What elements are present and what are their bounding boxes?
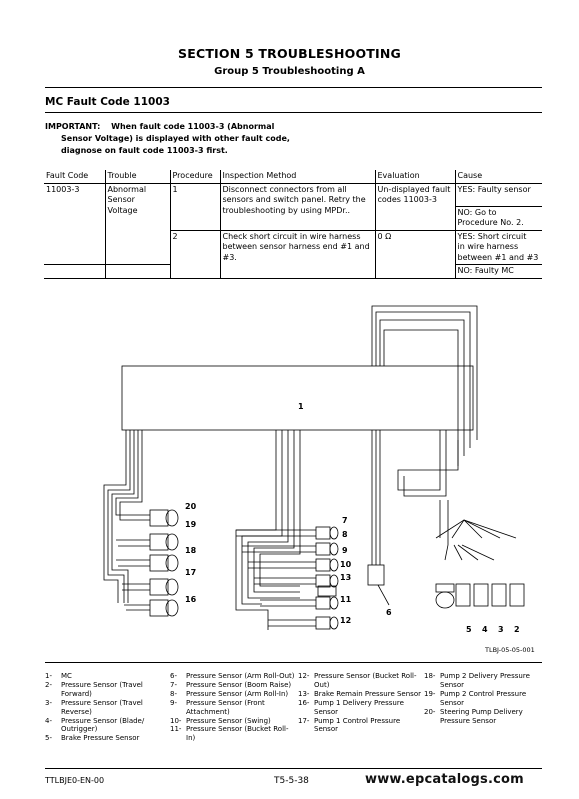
legend-text: Pressure Sensor (Swing) (186, 716, 271, 725)
legend-text: Sensor (440, 698, 464, 707)
section-title: SECTION 5 TROUBLESHOOTING (178, 46, 401, 61)
header-inspection-method: Inspection Method (220, 170, 375, 183)
legend-item (298, 717, 422, 735)
footer-rule (45, 768, 542, 769)
legend-text: Sensor (440, 680, 464, 689)
important-line-3: diagnose on fault code 11003-3 first. (61, 146, 228, 155)
top-harness (372, 306, 477, 466)
legend-item (424, 672, 542, 690)
callout-20: 20 (185, 502, 197, 511)
group-title: Group 5 Troubleshooting A (214, 66, 365, 77)
legend-num: 9- (170, 698, 177, 707)
method-line: Disconnect connectors from all (222, 184, 347, 194)
legend-text: Pump 2 Control Pressure (440, 689, 527, 698)
trouble-line: Abnormal (107, 184, 147, 194)
legend-num: 1- (45, 672, 52, 680)
website-watermark: www.epcatalogs.com (365, 772, 524, 787)
legend-text: Pressure Sensor (440, 716, 497, 725)
callout-8: 8 (342, 530, 348, 539)
legend-item (424, 690, 542, 708)
legend-item (45, 681, 167, 699)
legend-num: 16- (298, 698, 310, 707)
callout-19: 19 (185, 520, 197, 529)
cause-line: between #1 and #3 (457, 252, 539, 262)
left-harness (104, 430, 150, 610)
legend-text: MC (61, 672, 72, 680)
sensors-center (316, 527, 338, 629)
callout-6: 6 (386, 608, 392, 617)
center-harness (236, 430, 316, 630)
method-line: sensors and switch panel. Retry the (222, 195, 366, 204)
procedure-cell: 2 (170, 230, 220, 278)
legend-item (45, 699, 167, 717)
legend-text: Forward) (61, 689, 92, 698)
callout-16: 16 (185, 595, 197, 604)
header-trouble: Trouble (105, 170, 170, 183)
legend-text: Pressure Sensor (Front (186, 698, 265, 707)
legend-item (170, 717, 298, 726)
legend-num: 20- (424, 707, 436, 716)
callout-4: 4 (482, 625, 488, 634)
legend-text: Pressure Sensor (Boom Raise) (186, 680, 292, 689)
legend-text: Pressure Sensor (Bucket Roll- (314, 672, 417, 680)
sensor-6 (368, 430, 389, 605)
legend-num: 5- (45, 734, 52, 743)
legend-text: Pump 1 Control Pressure (314, 716, 401, 725)
legend-text: Attachment) (186, 707, 230, 716)
cause-line: Procedure No. 2. (457, 218, 524, 227)
evaluation-line: Un-displayed fault (377, 184, 451, 194)
legend-col-1 (45, 672, 167, 743)
legend-item (298, 699, 422, 717)
legend-item (170, 672, 298, 681)
callout-7: 7 (342, 516, 348, 525)
mc-box (122, 366, 473, 430)
legend-item (298, 690, 422, 699)
legend-item (45, 672, 167, 681)
legend-item (45, 734, 167, 743)
legend-text: Pressure Sensor (Bucket Roll- (186, 725, 289, 734)
legend-num: 8- (170, 689, 177, 698)
sensors-right (436, 584, 524, 608)
legend-num: 4- (45, 716, 52, 725)
method-line: Check short circuit in wire harness (222, 231, 361, 241)
legend-item (170, 681, 298, 690)
callout-18: 18 (185, 546, 197, 555)
sensors-left (150, 510, 178, 616)
cause-line: YES: Short circuit (457, 231, 527, 241)
legend-text: Pump 1 Delivery Pressure (314, 698, 404, 707)
legend-text: Pressure Sensor (Arm Roll-Out) (186, 672, 295, 680)
legend-text: Brake Pressure Sensor (61, 734, 140, 743)
evaluation-line: 0 Ω (377, 231, 392, 241)
legend-num: 11- (170, 725, 182, 734)
method-line: troubleshooting by using MPDr.. (222, 205, 351, 215)
legend-item (424, 708, 542, 726)
callout-12: 12 (340, 616, 352, 625)
figure-id: TLBJ-05-05-001 (485, 646, 535, 654)
legend-num: 7- (170, 680, 177, 689)
cause-line: NO: Go to (457, 207, 497, 217)
doc-code: TTLBJE0-EN-00 (45, 776, 105, 785)
legend-num: 6- (170, 672, 177, 680)
evaluation-line: codes 11003-3 (377, 195, 437, 204)
legend-col-2 (170, 672, 298, 743)
legend-item (298, 672, 422, 690)
legend-item (170, 725, 298, 743)
callout-2: 2 (514, 625, 520, 634)
legend-num: 19- (424, 689, 436, 698)
procedure-cell: 1 (170, 183, 220, 230)
important-label: IMPORTANT: (45, 122, 101, 131)
legend-text: Pressure Sensor (Travel (61, 680, 143, 689)
legend-item (170, 699, 298, 717)
legend-num: 18- (424, 672, 436, 680)
right-harness (398, 430, 516, 560)
callout-17: 17 (185, 568, 197, 577)
important-line-2: Sensor Voltage) is displayed with other fault code, (61, 134, 290, 143)
fault-code-title: MC Fault Code 11003 (45, 96, 170, 108)
legend-num: 10- (170, 716, 182, 725)
legend-text: Pressure Sensor (Travel (61, 698, 143, 707)
fault-code-cell: 11003-3 (44, 183, 105, 265)
legend-text: Out) (314, 680, 330, 689)
callout-10: 10 (340, 560, 352, 569)
legend-rule (45, 662, 542, 663)
legend-text: Reverse) (61, 707, 92, 716)
callout-9: 9 (342, 546, 348, 555)
cause-line: in wire harness (457, 242, 519, 251)
legend-text: Outrigger) (61, 725, 98, 734)
callout-5: 5 (466, 625, 472, 634)
callout-11: 11 (340, 595, 352, 604)
header-cause: Cause (455, 170, 542, 183)
legend-item (170, 690, 298, 699)
legend-text: Pump 2 Delivery Pressure (440, 672, 530, 680)
important-line-1: When fault code 11003-3 (Abnormal (111, 122, 275, 131)
legend-num: 13- (298, 689, 310, 698)
legend-num: 12- (298, 672, 310, 680)
legend-text: Steering Pump Delivery (440, 707, 523, 716)
cause-line: YES: Faulty sensor (457, 184, 531, 194)
callout-1: 1 (298, 402, 304, 411)
legend-item (45, 717, 167, 735)
trouble-line: Voltage (107, 205, 138, 215)
cause-line: NO: Faulty MC (457, 266, 514, 275)
header-procedure: Procedure (170, 170, 220, 183)
legend-text: Pressure Sensor (Arm Roll-In) (186, 689, 289, 698)
header-fault-code: Fault Code (44, 170, 105, 183)
legend-num: 3- (45, 698, 52, 707)
header-evaluation: Evaluation (375, 170, 455, 183)
callout-13: 13 (340, 573, 352, 582)
callout-3: 3 (498, 625, 504, 634)
method-line: between sensor harness end #1 and (222, 242, 370, 251)
legend-num: 17- (298, 716, 310, 725)
legend-text: Pressure Sensor (Blade/ (61, 716, 145, 725)
method-line: #3. (222, 252, 237, 262)
legend-num: 2- (45, 680, 52, 689)
trouble-line: Sensor (107, 195, 135, 204)
page-number: T5-5-38 (274, 776, 309, 786)
legend-text: Sensor (314, 725, 338, 734)
legend-text: In) (186, 734, 196, 743)
legend-text: Brake Remain Pressure Sensor (314, 689, 421, 698)
legend-text: Sensor (314, 707, 338, 716)
legend-col-4 (424, 672, 542, 725)
legend-col-3 (298, 672, 422, 734)
